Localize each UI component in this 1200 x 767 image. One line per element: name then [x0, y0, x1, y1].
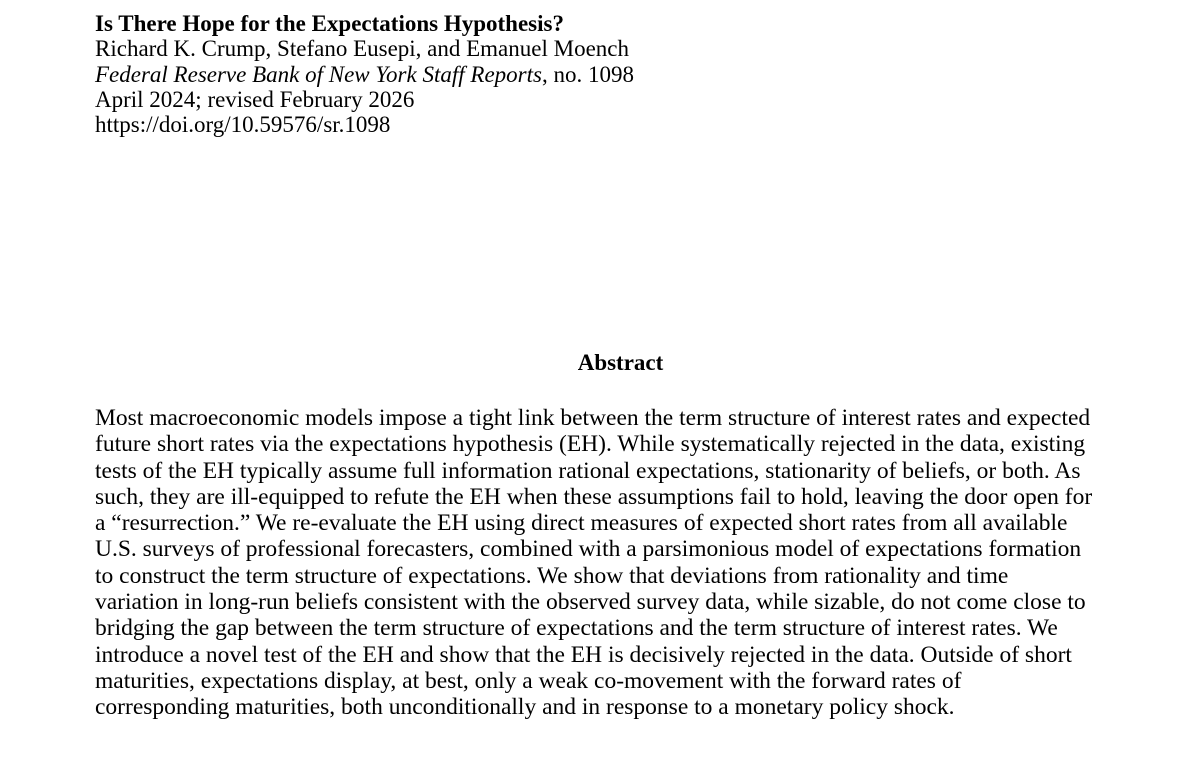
abstract-line: to construct the term structure of expectations. We show that deviations from rationality and time	[95, 562, 1009, 589]
abstract-line: such, they are ill-equipped to refute the EH when these assumptions fail to hold, leaving the door open for	[95, 483, 1093, 510]
abstract-line: bridging the gap between the term structure of expectations and the term structure of interest rates. We	[95, 615, 1058, 642]
abstract-line: future short rates via the expectations hypothesis (EH). While systematically rejected in the data, existing	[95, 431, 1086, 458]
paper-header	[95, 11, 1155, 137]
doi-link[interactable]: https://doi.org/10.59576/sr.1098	[95, 112, 391, 138]
abstract-line: corresponding maturities, both unconditionally and in response to a monetary policy shock.	[95, 694, 955, 721]
abstract-line: Most macroeconomic models impose a tight link between the term structure of interest rates and expected	[95, 405, 1091, 431]
abstract-line: maturities, expectations display, at best, only a weak co-movement with the forward rates of	[95, 667, 962, 694]
series-name: Federal Reserve Bank of New York Staff Reports	[95, 61, 542, 87]
abstract-line: U.S. surveys of professional forecasters, combined with a parsimonious model of expectations formation	[95, 536, 1082, 563]
abstract-body	[95, 405, 1155, 721]
paper-authors: Richard K. Crump, Stefano Eusepi, and Emanuel Moench	[95, 36, 629, 62]
publication-series	[95, 62, 1155, 87]
abstract-line: introduce a novel test of the EH and show that the EH is decisively rejected in the data. Outside of short	[95, 641, 1072, 668]
abstract-heading: Abstract	[577, 350, 664, 375]
abstract-line: tests of the EH typically assume full information rational expectations, stationarity of beliefs, or both. As	[95, 457, 1081, 484]
publication-date: April 2024; revised February 2026	[95, 86, 415, 112]
series-number: , no. 1098	[541, 61, 634, 87]
abstract-line: a “resurrection.” We re-evaluate the EH using direct measures of expected short rates from all available	[95, 510, 1068, 537]
paper-title: Is There Hope for the Expectations Hypothesis?	[95, 11, 564, 36]
abstract-line: variation in long-run beliefs consistent with the observed survey data, while sizable, do not come close to	[95, 589, 1086, 616]
